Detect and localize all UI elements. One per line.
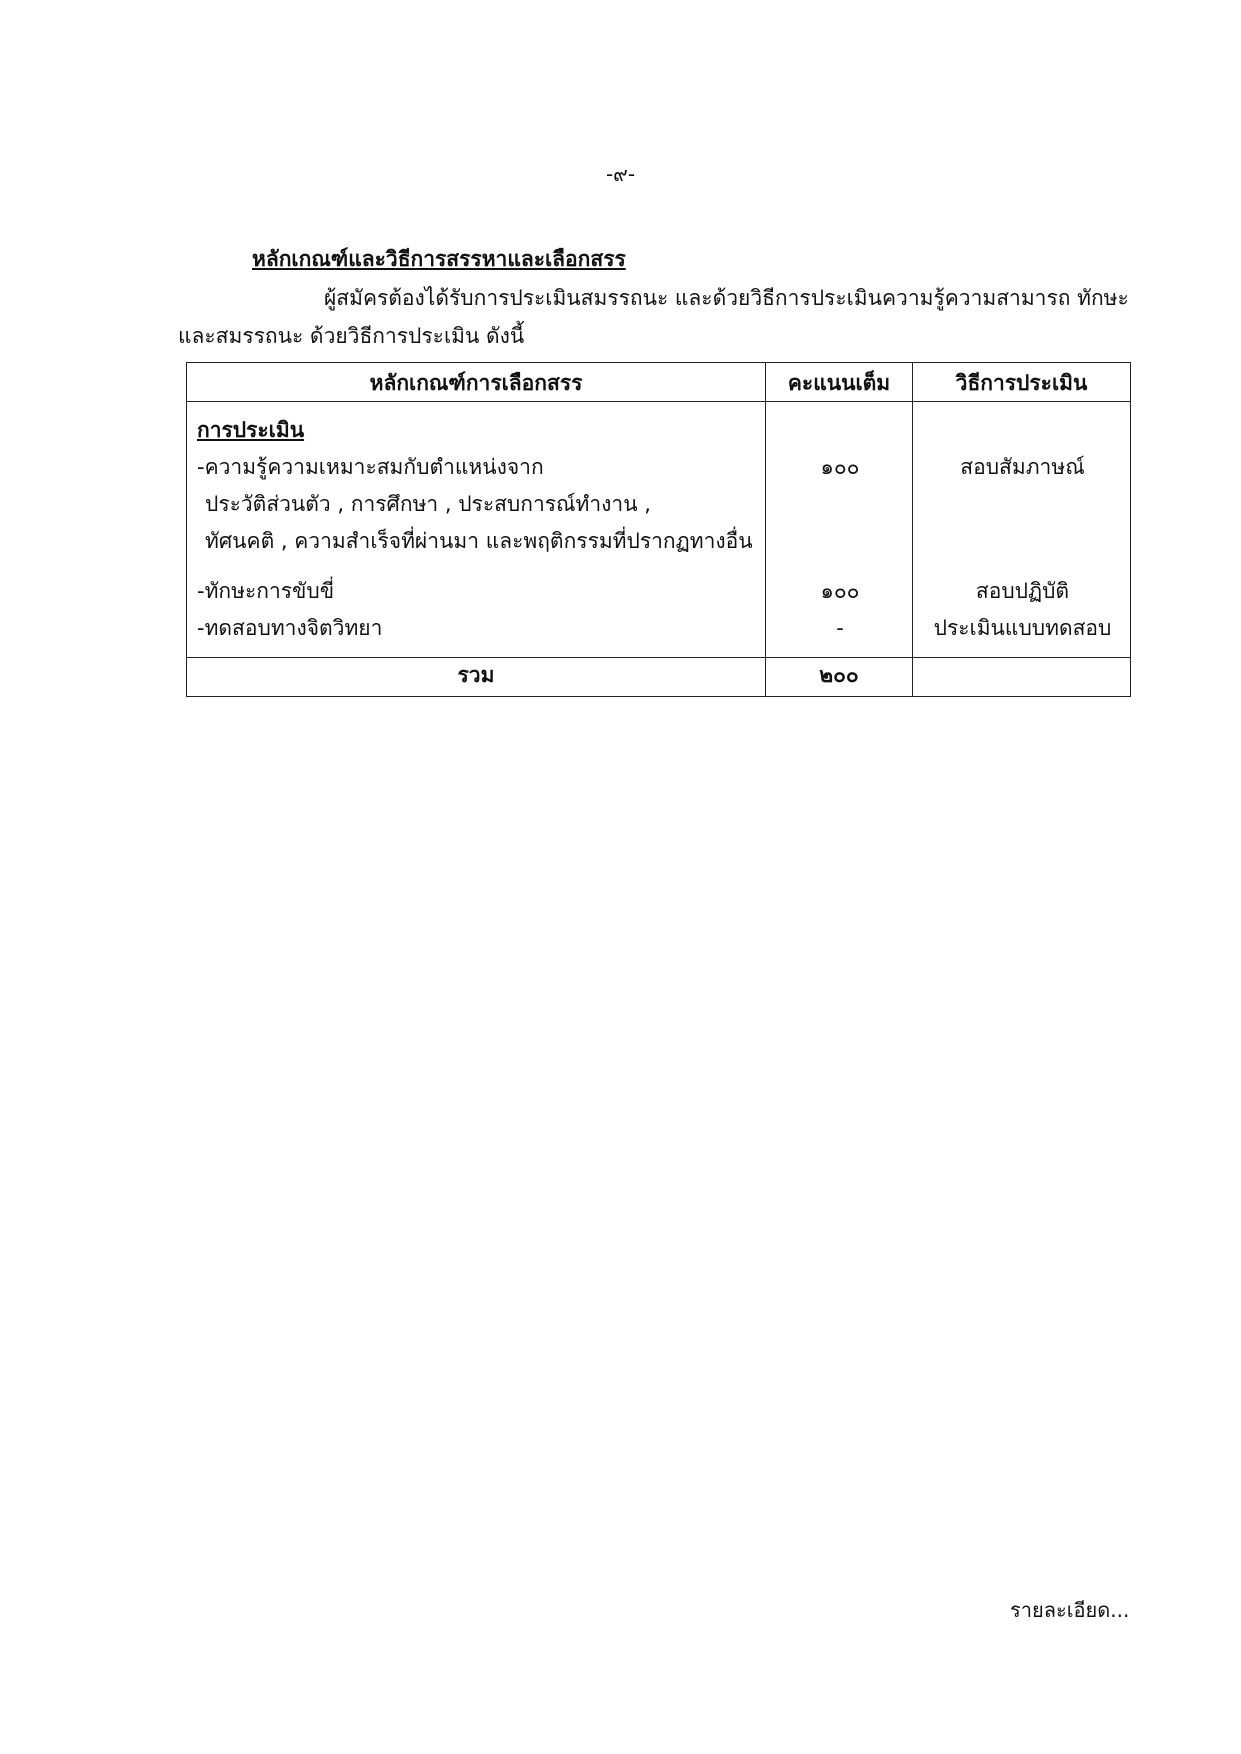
method-cell — [913, 402, 1131, 658]
method-interview: สอบสัมภาษณ์ — [960, 455, 1085, 479]
section-heading: หลักเกณฑ์และวิธีการสรรหาและเลือกสรร — [252, 247, 626, 271]
method-psych-assessment: ประเมินแบบทดสอบ — [933, 616, 1112, 640]
criteria-knowledge-line-2: ประวัติส่วนตัว , การศึกษา , ประสบการณ์ทำงาน , — [205, 492, 651, 516]
score-psychology-test: - — [836, 616, 844, 640]
selection-criteria-table — [186, 362, 1131, 697]
criteria-cell — [187, 402, 766, 658]
total-score: ๒๐๐ — [766, 658, 913, 697]
method-practical-test: สอบปฏิบัติ — [975, 579, 1070, 603]
assessment-section-label: การประเมิน — [197, 418, 305, 442]
header-full-score: คะแนนเต็ม — [766, 363, 913, 402]
criteria-psychology-test: -ทดสอบทางจิตวิทยา — [197, 616, 383, 640]
continuation-note: รายละเอียด... — [1010, 1598, 1130, 1622]
intro-paragraph-line-1: ผู้สมัครต้องได้รับการประเมินสมรรถนะ และด้วยวิธีการประเมินความรู้ความสามารถ ทักษะ — [324, 286, 1129, 310]
total-label: รวม — [187, 658, 766, 697]
page-number: -๙- — [605, 162, 636, 186]
table-header-row — [187, 363, 1131, 402]
score-knowledge: ๑๐๐ — [820, 455, 860, 479]
score-driving-skill: ๑๐๐ — [820, 579, 860, 603]
intro-paragraph-line-2: และสมรรถนะ ด้วยวิธีการประเมิน ดังนี้ — [178, 324, 525, 348]
header-assessment-method: วิธีการประเมิน — [913, 363, 1131, 402]
criteria-knowledge-line-1: -ความรู้ความเหมาะสมกับตำแหน่งจาก — [197, 455, 544, 479]
total-row — [187, 658, 1131, 697]
score-cell — [766, 402, 913, 658]
criteria-driving-skill: -ทักษะการขับขี่ — [197, 579, 335, 603]
total-method — [913, 658, 1131, 697]
header-criteria: หลักเกณฑ์การเลือกสรร — [187, 363, 766, 402]
criteria-knowledge-line-3: ทัศนคติ , ความสำเร็จที่ผ่านมา และพฤติกรรมที่ปรากฏทางอื่น — [205, 529, 753, 553]
table-row — [187, 402, 1131, 658]
